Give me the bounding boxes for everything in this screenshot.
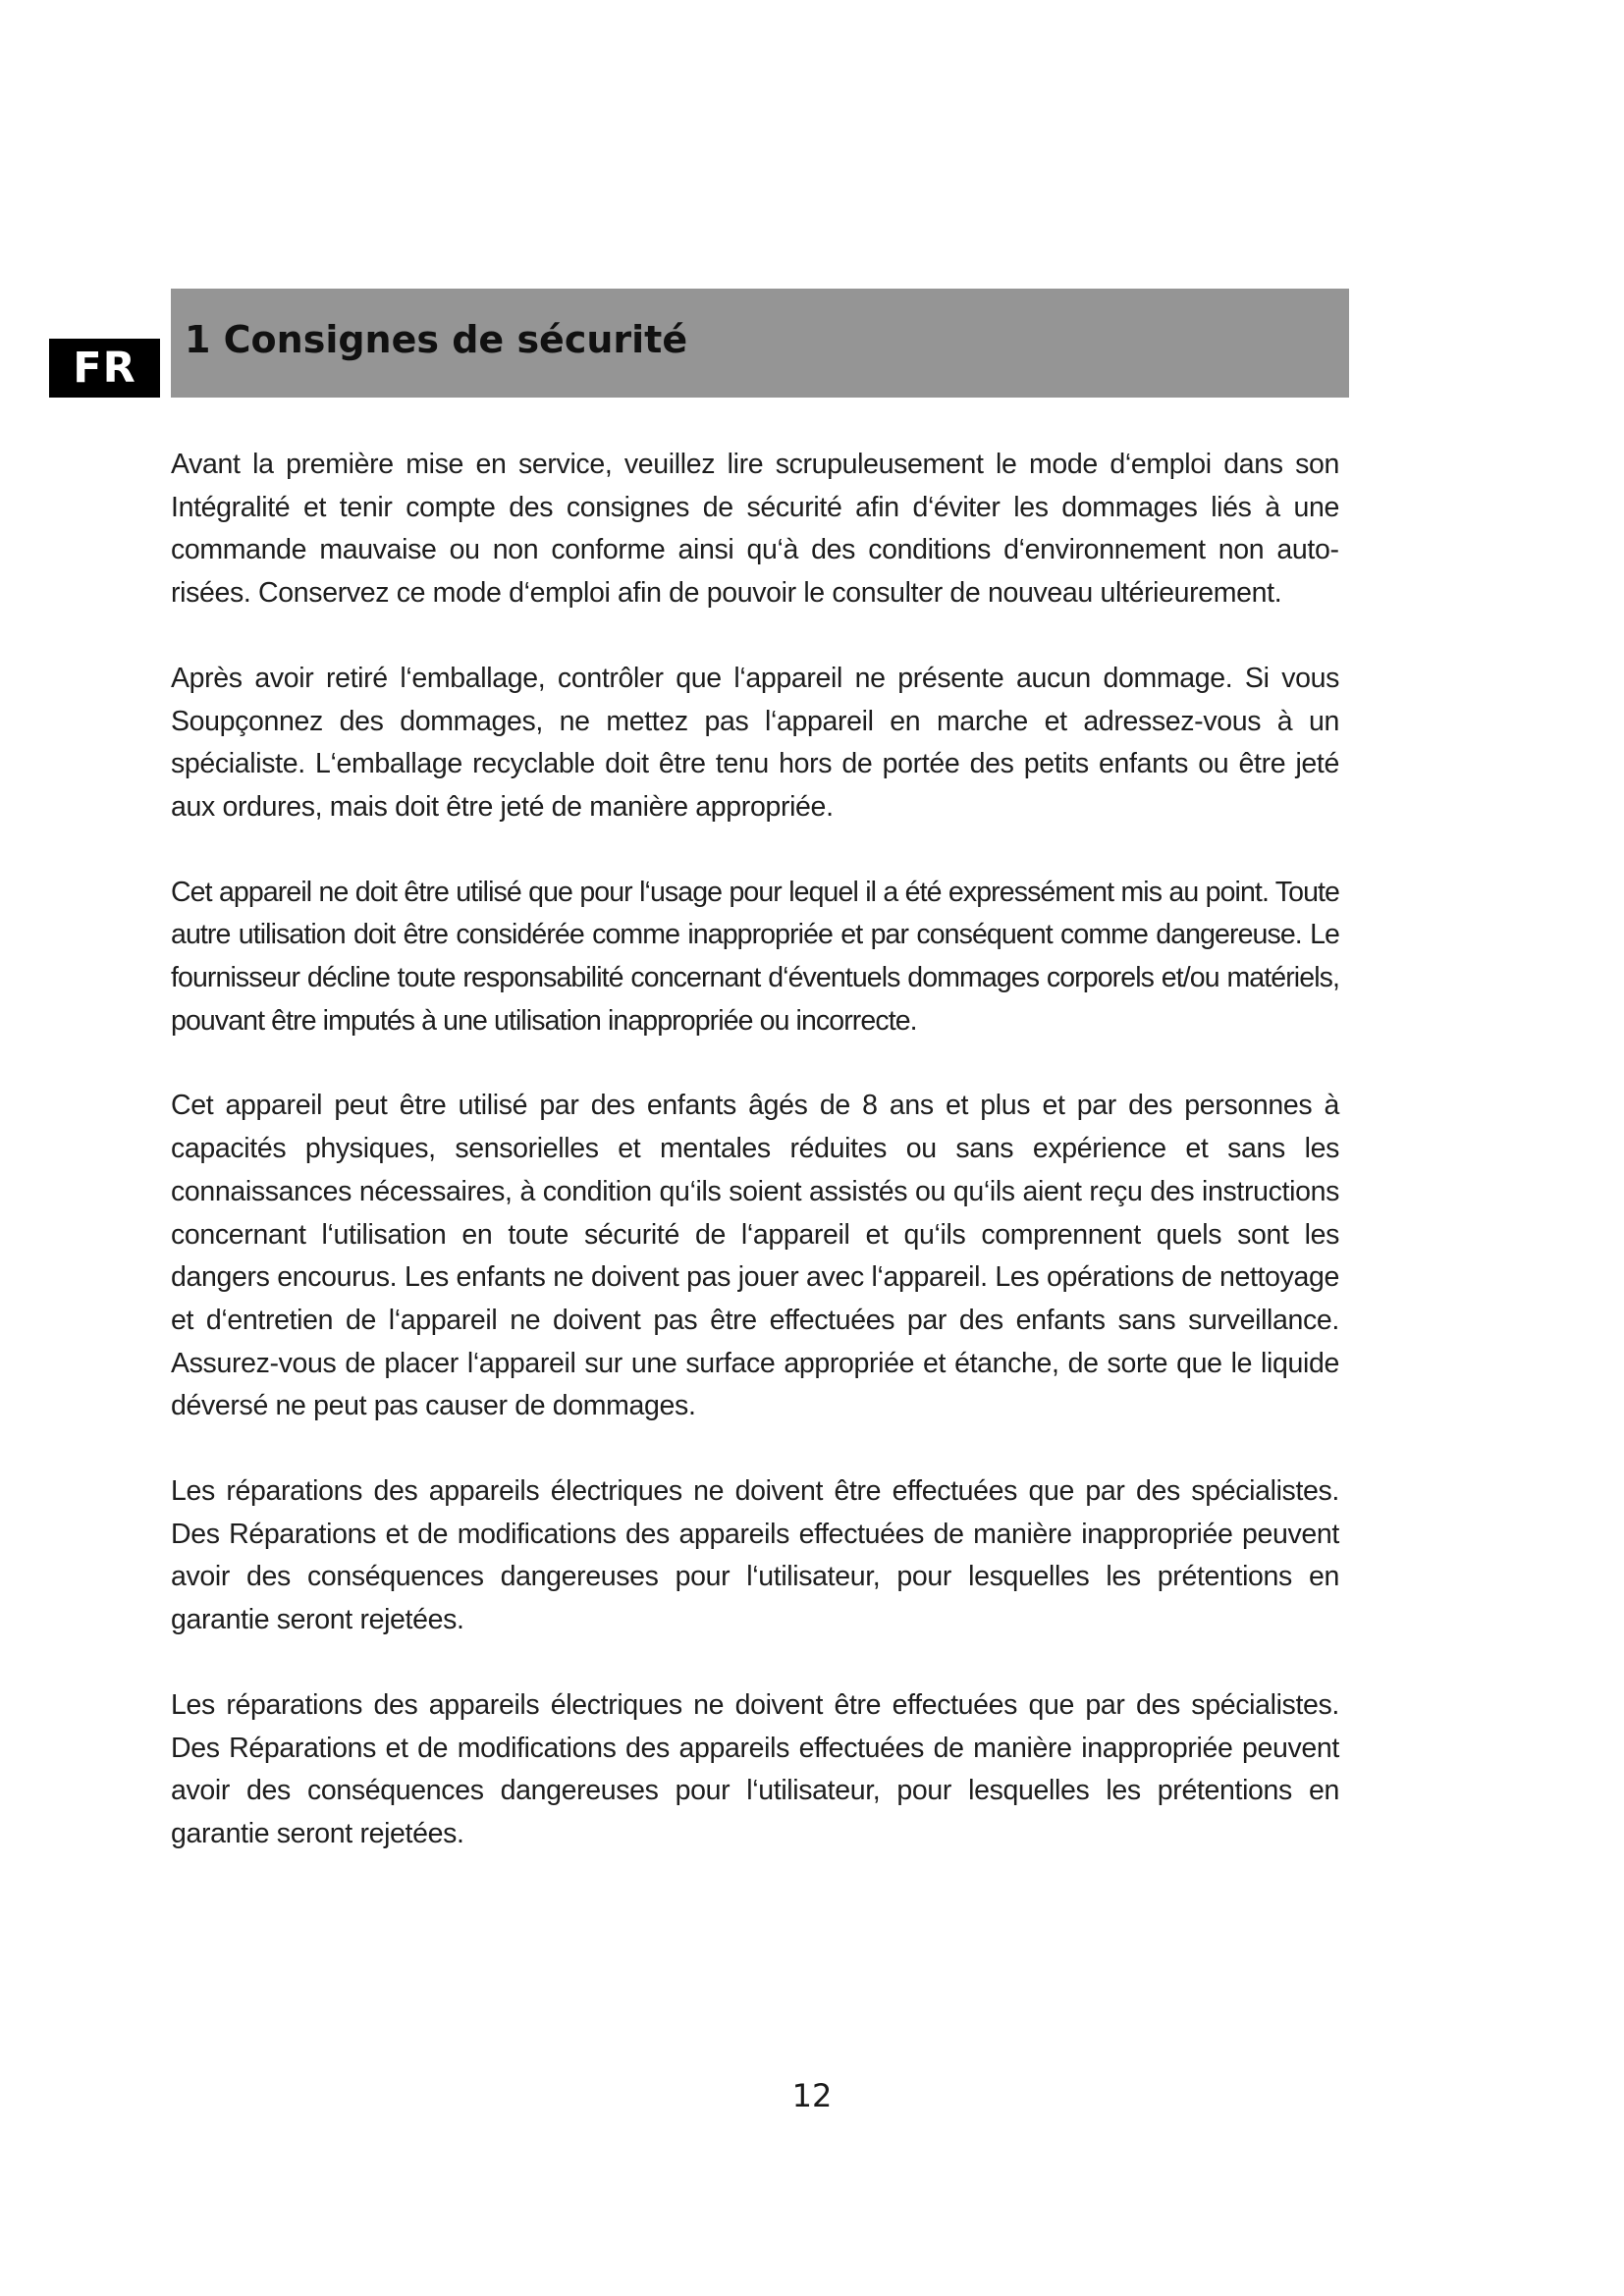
paragraph-repairs: Les réparations des appareils électriques ne doivent être effectuées que par des spécialistes. Des Réparations et de modifications des appareils effectuées de manière inappropriée peuvent avoir des conséquences dangereuses pour l‘utilisateur, pour lesquelles les prétentions en garantie seront rejetées. <box>171 1475 1339 1636</box>
body-text <box>171 444 1339 1898</box>
paragraph-intro: Avant la première mise en service, veuillez lire scrupuleusement le mode d‘emploi dans son Intégralité et tenir compte des consignes de sécurité afin d‘éviter les dommages liés à une commande mauvaise ou non conforme ainsi qu‘à des conditions d‘environnement non autorisées. Conservez ce mode d‘emploi afin de pouvoir le consulter de nouveau ultérieurement. <box>171 449 1339 610</box>
section-header <box>171 289 1349 398</box>
language-tab: FR <box>49 339 160 398</box>
paragraph-repairs-repeat: Les réparations des appareils électriques ne doivent être effectuées que par des spécialistes. Des Réparations et de modifications des appareils effectuées de manière inappropriée peuvent avoir des conséquences dangereuses pour l‘utilisateur, pour lesquelles les prétentions en garantie seront rejetées. <box>171 1688 1339 1849</box>
page-number: 12 <box>791 2077 833 2114</box>
paragraph-intended-use: Cet appareil ne doit être utilisé que pour l‘usage pour lequel il a été expressément mis au point. Toute autre utilisation doit être considérée comme inappropriée et par conséquent comme dangereuse. Le fournisseur décline toute responsabilité concernant d‘éventuels dommages corporels et/ou matériels, pouvant être imputés à une utilisation inappropriée ou incorrecte. <box>171 876 1339 1037</box>
paragraph-unpacking: Après avoir retiré l‘emballage, contrôler que l‘appareil ne présente aucun dommage. Si vous Soupçonnez des dommages, ne mettez pas l‘appareil en marche et adressez-vous à un spécialiste. L‘emballage recyclable doit être tenu hors de portée des petits enfants ou être jeté aux ordures, mais doit être jeté de manière appropriée. <box>171 662 1339 823</box>
paragraph-children-safety: Cet appareil peut être utilisé par des enfants âgés de 8 ans et plus et par des personnes à capacités physiques, sensorielles et mentales réduites ou sans expérience et sans les connaissances nécessaires, à condition qu‘ils soient assistés ou qu‘ils aient reçu des instructions concernant l‘utilisation en toute sécurité de l‘appareil et qu‘ils comprennent quels sont les dangers encourus. Les enfants ne doivent pas jouer avec l‘appareil. Les opérations de nettoyage et d‘entretien de l‘appareil ne doivent pas être effectuées par des enfants sans surveillance. Assurez-vous de placer l‘appareil sur une surface appropriée et étanche, de sorte que le liquide déversé ne peut pas causer de dommages. <box>171 1090 1339 1422</box>
section-title: 1 Consignes de sécurité <box>185 318 688 361</box>
